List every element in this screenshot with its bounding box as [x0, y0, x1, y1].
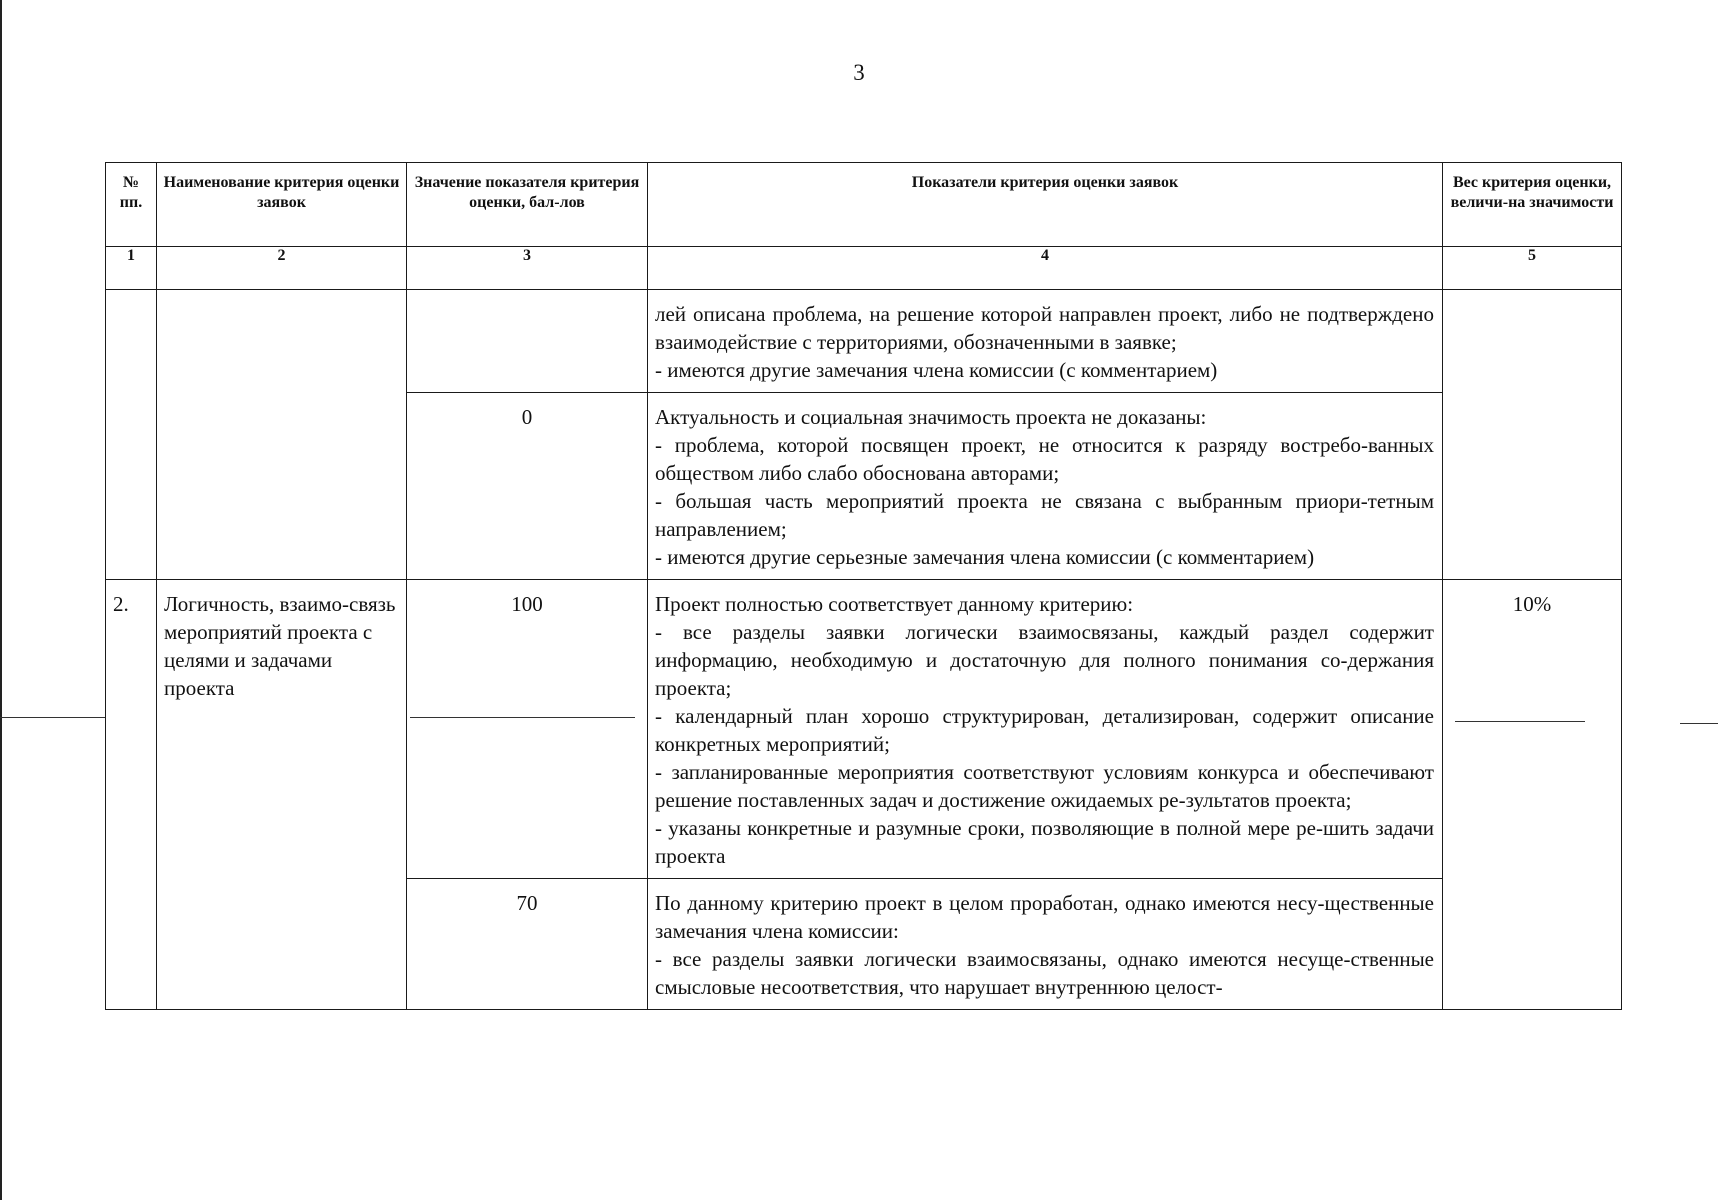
indicator-line: - указаны конкретные и разумные сроки, позволяющие в полной мере ре-шить задачи проекта [655, 816, 1434, 868]
indicator-cell [648, 580, 1443, 879]
table-row [106, 580, 1622, 879]
col-number-1: 1 [106, 247, 157, 290]
criteria-table [105, 162, 1622, 1010]
header-row [106, 163, 1622, 247]
criterion-weight: 10% [1443, 580, 1622, 1010]
weight-cell-empty [1443, 290, 1622, 580]
col-number-4: 4 [648, 247, 1443, 290]
score-cell: 0 [407, 393, 648, 580]
criterion-name: Логичность, взаимо-связь мероприятий проекта с целями и задачами проекта [157, 580, 407, 1010]
scan-artifact-line [1680, 723, 1718, 724]
indicator-line: - запланированные мероприятия соответствуют условиям конкурса и обеспечивают решение поставленных задач и достижение ожидаемых ре-зультатов проекта; [655, 760, 1434, 812]
scan-edge-line [0, 0, 2, 1200]
name-cell-empty [157, 290, 407, 580]
scan-artifact-line [0, 717, 105, 718]
page-number: 3 [853, 60, 865, 85]
header-indicators: Показатели критерия оценки заявок [648, 163, 1443, 247]
score-cell: 70 [407, 879, 648, 1010]
score-cell: 100 [407, 580, 648, 879]
col-number-2: 2 [157, 247, 407, 290]
indicator-line: - календарный план хорошо структурирован, детализирован, содержит описание конкретных мероприятий; [655, 704, 1434, 756]
header-num: № пп. [106, 163, 157, 247]
indicator-line: - все разделы заявки логически взаимосвязаны, каждый раздел содержит информацию, необходимую и достаточную для полного понимания со-держания проекта; [655, 620, 1434, 700]
score-cell [407, 290, 648, 393]
num-cell-empty [106, 290, 157, 580]
indicator-cell [648, 393, 1443, 580]
indicator-line: - имеются другие серьезные замечания члена комиссии (с комментарием) [655, 545, 1315, 569]
indicator-line: - большая часть мероприятий проекта не связана с выбранным приори-тетным направлением; [655, 489, 1434, 541]
indicator-cell [648, 879, 1443, 1010]
indicator-line: Актуальность и социальная значимость проекта не доказаны: [655, 405, 1207, 429]
indicator-cell [648, 290, 1443, 393]
indicator-line: лей описана проблема, на решение которой направлен проект, либо не подтверждено взаимодействие с территориями, обозначенными в заявке; [655, 302, 1434, 354]
column-number-row [106, 247, 1622, 290]
scan-artifact-line [1455, 721, 1585, 722]
header-weight: Вес критерия оценки, величи-на значимости [1443, 163, 1622, 247]
header-name: Наименование критерия оценки заявок [157, 163, 407, 247]
indicator-line: - проблема, которой посвящен проект, не относится к разряду востребо-ванных обществом либо слабо обоснована авторами; [655, 433, 1434, 485]
scan-artifact-line [410, 717, 635, 718]
indicator-line: - все разделы заявки логически взаимосвязаны, однако имеются несуще-ственные смысловые несоответствия, что нарушает внутреннюю целост- [655, 947, 1434, 999]
indicator-line: По данному критерию проект в целом проработан, однако имеются несу-щественные замечания члена комиссии: [655, 891, 1434, 943]
table-row [106, 290, 1622, 393]
criterion-number: 2. [106, 580, 157, 1010]
indicator-line: Проект полностью соответствует данному критерию: [655, 592, 1134, 616]
col-number-3: 3 [407, 247, 648, 290]
col-number-5: 5 [1443, 247, 1622, 290]
indicator-line: - имеются другие замечания члена комиссии (с комментарием) [655, 358, 1218, 382]
header-value: Значение показателя критерия оценки, бал-лов [407, 163, 648, 247]
